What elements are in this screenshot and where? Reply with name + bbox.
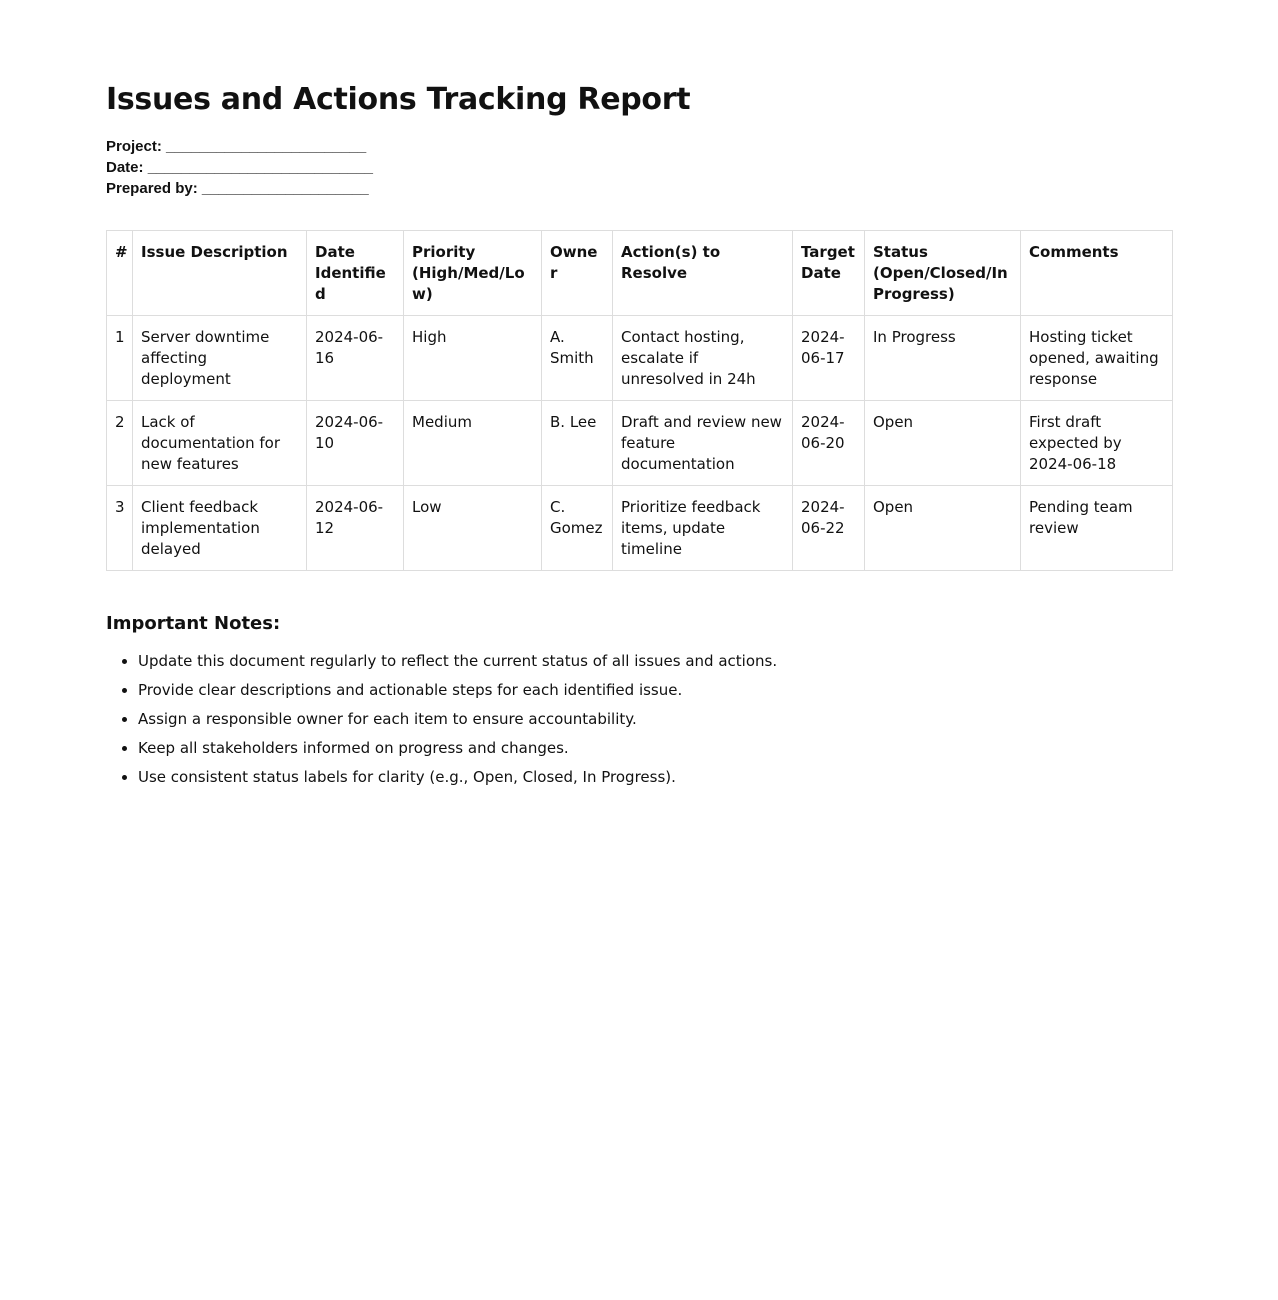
cell-status: Open xyxy=(865,401,1021,486)
cell-owner: A. Smith xyxy=(542,316,613,401)
date-blank: ___________________________ xyxy=(147,159,373,176)
cell-issue-description: Lack of documentation for new features xyxy=(133,401,307,486)
list-item: • Provide clear descriptions and actionable steps for each identified issue. xyxy=(138,680,1172,701)
cell-priority: High xyxy=(404,316,542,401)
page-title: Issues and Actions Tracking Report xyxy=(106,82,691,117)
cell-status: In Progress xyxy=(865,316,1021,401)
cell-comments: Hosting ticket opened, awaiting response xyxy=(1021,316,1173,401)
header-actions: Action(s) to Resolve xyxy=(613,231,793,316)
header-number: # xyxy=(107,231,133,316)
cell-target-date: 2024-06-20 xyxy=(793,401,865,486)
prepared-by-label: Prepared by: xyxy=(106,180,198,197)
table-row xyxy=(107,316,1173,401)
cell-target-date: 2024-06-17 xyxy=(793,316,865,401)
report-page xyxy=(106,80,1172,796)
cell-number: 1 xyxy=(107,316,133,401)
cell-comments: First draft expected by 2024-06-18 xyxy=(1021,401,1173,486)
header-owner: Owner xyxy=(542,231,613,316)
list-item: • Use consistent status labels for clarity (e.g., Open, Closed, In Progress). xyxy=(138,767,1172,788)
table-row xyxy=(107,486,1173,571)
cell-date-identified: 2024-06-10 xyxy=(307,401,404,486)
project-label: Project: xyxy=(106,138,162,155)
header-status: Status (Open/Closed/In Progress) xyxy=(865,231,1021,316)
prepared-by-blank: ____________________ xyxy=(201,180,369,197)
cell-actions: Prioritize feedback items, update timeline xyxy=(613,486,793,571)
cell-date-identified: 2024-06-16 xyxy=(307,316,404,401)
report-meta xyxy=(106,136,1172,199)
cell-target-date: 2024-06-22 xyxy=(793,486,865,571)
list-item: • Update this document regularly to reflect the current status of all issues and actions. xyxy=(138,651,1172,672)
cell-number: 2 xyxy=(107,401,133,486)
cell-date-identified: 2024-06-12 xyxy=(307,486,404,571)
table-row xyxy=(107,401,1173,486)
cell-comments: Pending team review xyxy=(1021,486,1173,571)
cell-status: Open xyxy=(865,486,1021,571)
table-header-row xyxy=(107,231,1173,316)
cell-priority: Low xyxy=(404,486,542,571)
list-item: • Assign a responsible owner for each item to ensure accountability. xyxy=(138,709,1172,730)
notes-heading: Important Notes: xyxy=(106,613,281,634)
cell-issue-description: Server downtime affecting deployment xyxy=(133,316,307,401)
list-item: • Keep all stakeholders informed on progress and changes. xyxy=(138,738,1172,759)
cell-priority: Medium xyxy=(404,401,542,486)
cell-owner: C. Gomez xyxy=(542,486,613,571)
notes-list xyxy=(106,651,1172,788)
header-issue-description: Issue Description xyxy=(133,231,307,316)
project-line xyxy=(106,136,1172,157)
cell-actions: Contact hosting, escalate if unresolved in 24h xyxy=(613,316,793,401)
header-date-identified: Date Identified xyxy=(307,231,404,316)
issues-table xyxy=(106,230,1173,571)
project-blank: ________________________ xyxy=(166,138,367,155)
cell-issue-description: Client feedback implementation delayed xyxy=(133,486,307,571)
header-target-date: Target Date xyxy=(793,231,865,316)
header-comments: Comments xyxy=(1021,231,1173,316)
cell-number: 3 xyxy=(107,486,133,571)
header-priority: Priority (High/Med/Low) xyxy=(404,231,542,316)
prepared-by-line xyxy=(106,178,1172,199)
cell-actions: Draft and review new feature documentation xyxy=(613,401,793,486)
cell-owner: B. Lee xyxy=(542,401,613,486)
date-line xyxy=(106,157,1172,178)
date-label: Date: xyxy=(106,159,144,176)
